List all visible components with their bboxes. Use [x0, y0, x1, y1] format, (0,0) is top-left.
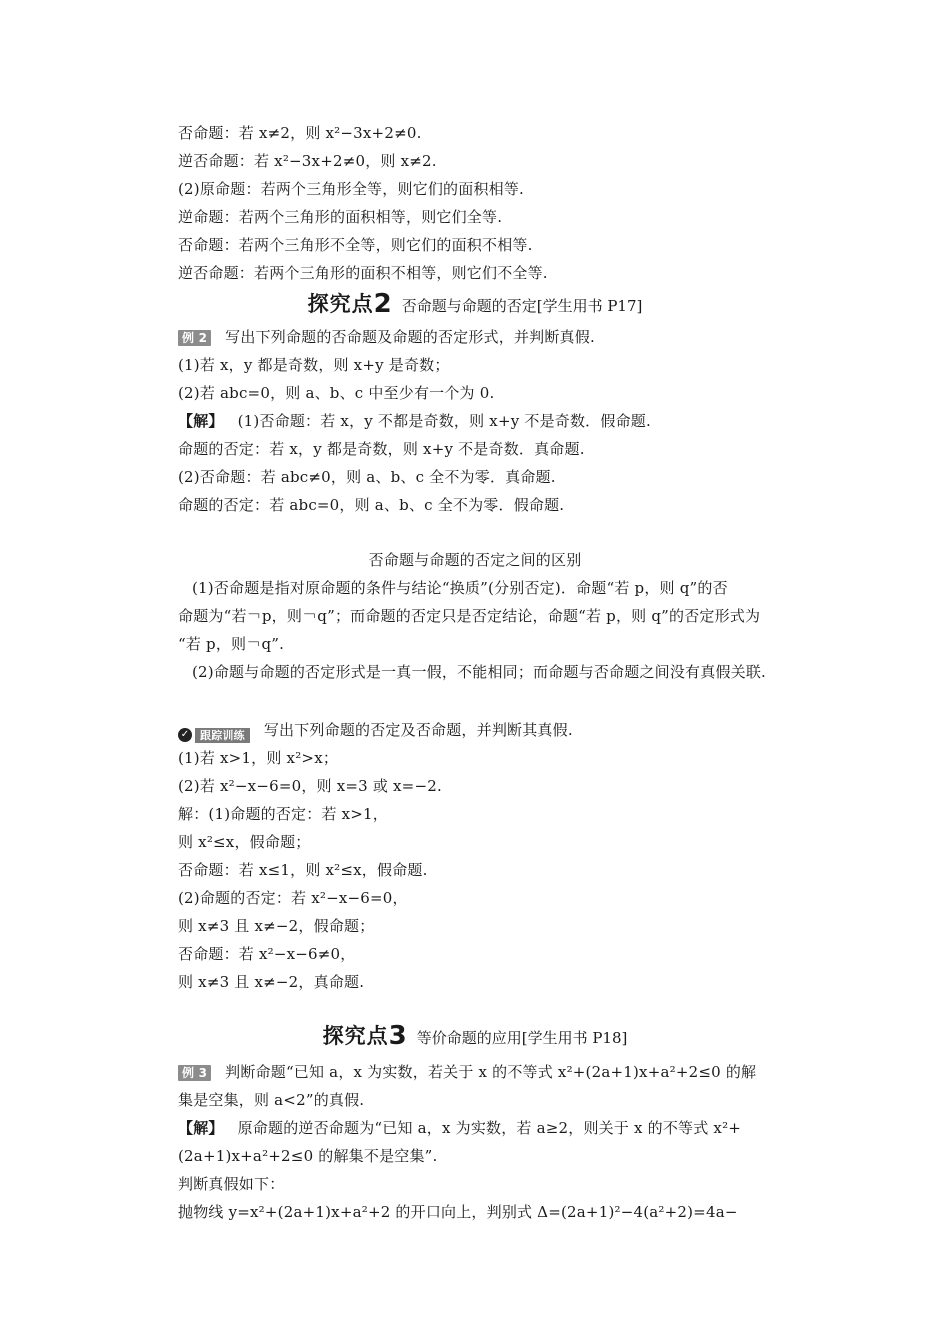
text-line: 抛物线 y=x²+(2a+1)x+a²+2 的开口向上，判别式 Δ=(2a+1)²−4(a²+2)=4a− [178, 1203, 738, 1221]
section-title: 探究点 [307, 292, 374, 316]
text-line: (2)若 x²−x−6=0，则 x=3 或 x=−2. [178, 777, 442, 795]
example-badge: 例 3 [178, 1065, 211, 1081]
solution-text: 原命题的逆否命题为“已知 a，x 为实数，若 a≥2，则关于 x 的不等式 x²+ [237, 1119, 742, 1137]
text-line: “若 p，则￢q”. [178, 635, 285, 653]
section-subtitle: 等价命题的应用[学生用书 P18] [416, 1029, 628, 1047]
text-line: 则 x²≤x，假命题； [178, 833, 311, 851]
text-line: (2a+1)x+a²+2≤0 的解集不是空集”. [178, 1147, 438, 1165]
example-badge: 例 2 [178, 330, 211, 346]
solution-text: (1)否命题：若 x，y 不都是奇数，则 x+y 不是奇数．假命题. [237, 412, 651, 430]
tracking-label: 跟踪训练 [195, 728, 250, 743]
text-line: 否命题：若两个三角形不全等，则它们的面积不相等. [178, 236, 533, 254]
text-line: 逆否命题：若 x²−3x+2≠0，则 x≠2. [178, 152, 437, 170]
text-line: 命题为“若￢p，则￢q”；而命题的否定只是否定结论，命题“若 p，则 q”的否定形式为 [178, 607, 761, 625]
text-line: 逆命题：若两个三角形的面积相等，则它们全等. [178, 208, 503, 226]
section-title: 探究点 [322, 1024, 389, 1048]
section-heading-2 [0, 288, 950, 319]
tracking-badge [178, 728, 250, 743]
text-line: 命题的否定：若 abc=0，则 a、b、c 全不为零．假命题. [178, 496, 565, 514]
example-2-line [178, 327, 595, 347]
tracking-text: 写出下列命题的否定及否命题，并判断其真假. [263, 721, 573, 739]
text-line: 则 x≠3 且 x≠−2，假命题； [178, 917, 375, 935]
solution-line [178, 1118, 741, 1138]
section-subtitle: 否命题与命题的否定[学生用书 P17] [401, 297, 643, 315]
text-line: 集是空集，则 a<2”的真假. [178, 1091, 365, 1109]
solution-line [178, 411, 651, 431]
text-line: (1)否命题是指对原命题的条件与结论“换质”(分别否定)．命题“若 p，则 q”的否 [192, 579, 728, 597]
text-line: (2)命题的否定：若 x²−x−6=0， [178, 889, 408, 907]
solution-label: 【解】 [178, 1119, 224, 1137]
text-line: 解：(1)命题的否定：若 x>1， [178, 805, 388, 823]
example-text: 写出下列命题的否命题及命题的否定形式，并判断真假. [225, 328, 595, 346]
text-line: 判断真假如下： [178, 1175, 285, 1193]
solution-label: 【解】 [178, 412, 224, 430]
text-line: (1)若 x>1，则 x²>x； [178, 749, 339, 767]
example-text: 判断命题“已知 a，x 为实数，若关于 x 的不等式 x²+(2a+1)x+a²+2≤0 的解 [225, 1063, 757, 1081]
check-icon: ✓ [178, 728, 192, 742]
text-line: (2)原命题：若两个三角形全等，则它们的面积相等. [178, 180, 525, 198]
example-3-line [178, 1062, 756, 1082]
text-line: 命题的否定：若 x，y 都是奇数，则 x+y 不是奇数．真命题. [178, 440, 585, 458]
text-line: (2)命题与命题的否定形式是一真一假，不能相同；而命题与否命题之间没有真假关联. [192, 663, 767, 681]
text-line: 否命题：若 x≠2，则 x²−3x+2≠0. [178, 124, 422, 142]
section-number: 3 [388, 1021, 407, 1051]
text-line: (2)否命题：若 abc≠0，则 a、b、c 全不为零．真命题. [178, 468, 556, 486]
text-line: (1)若 x，y 都是奇数，则 x+y 是奇数； [178, 356, 450, 374]
section-heading-3 [0, 1020, 950, 1051]
section-number: 2 [373, 289, 392, 319]
text-line: 则 x≠3 且 x≠−2，真命题. [178, 973, 365, 991]
text-line: 否命题：若 x²−x−6≠0， [178, 945, 356, 963]
tracking-exercise-line [178, 720, 573, 743]
note-title: 否命题与命题的否定之间的区别 [368, 551, 582, 569]
text-line: 逆否命题：若两个三角形的面积不相等，则它们不全等. [178, 264, 548, 282]
text-line: (2)若 abc=0，则 a、b、c 中至少有一个为 0. [178, 384, 495, 402]
text-line: 否命题：若 x≤1，则 x²≤x，假命题. [178, 861, 428, 879]
